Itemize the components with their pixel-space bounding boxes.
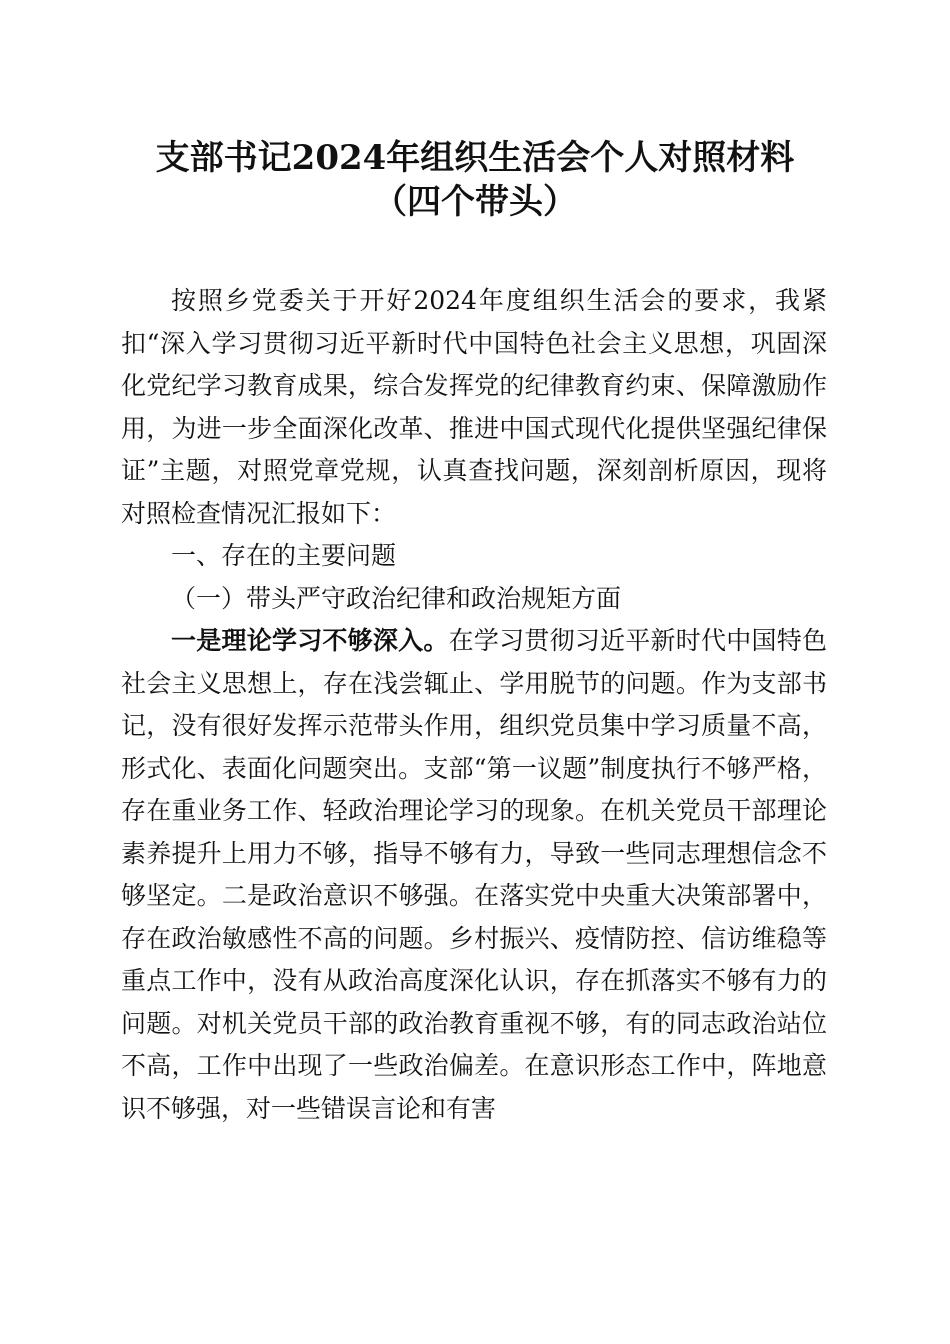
- intro-paragraph: 按照乡党委关于开好2024年度组织生活会的要求，我紧扣“深入学习贯彻习近平新时代中国特色社会主义思想，巩固深化党纪学习教育成果，综合发挥党的纪律教育约束、保障激励作用，为进一步全面深化改革、推进中国式现代化提供坚强纪律保证”主题，对照党章党规，认真查找问题，深刻剖析原因，现将对照检查情况汇报如下：: [121, 286, 827, 528]
- section-heading: 一、存在的主要问题: [171, 541, 397, 570]
- paragraph-lead: 一是理论学习不够深入。: [171, 626, 449, 655]
- document-title: 支部书记2024年组织生活会个人对照材料: [155, 138, 795, 178]
- body-paragraph: [121, 620, 827, 1130]
- document-subtitle: （四个带头）: [373, 182, 577, 222]
- subsection-heading: （一）带头严守政治纪律和政治规矩方面: [171, 583, 622, 613]
- document-body: [121, 280, 827, 1130]
- paragraph-text: 在学习贯彻习近平新时代中国特色社会主义思想上，存在浅尝辄止、学用脱节的问题。作为支部书记，没有很好发挥示范带头作用，组织党员集中学习质量不高，形式化、表面化问题突出。支部“第一议题”制度执行不够严格，存在重业务工作、轻政治理论学习的现象。在机关党员干部理论素养提升上用力不够，指导不够有力，导致一些同志理想信念不够坚定。二是政治意识不够强。在落实党中央重大决策部署中，存在政治敏感性不高的问题。乡村振兴、疫情防控、信访维稳等重点工作中，没有从政治高度深化认识，存在抓落实不够有力的问题。对机关党员干部的政治教育重视不够，有的同志政治站位不高，工作中出现了一些政治偏差。在意识形态工作中，阵地意识不够强，对一些错误言论和有害: [121, 626, 827, 1123]
